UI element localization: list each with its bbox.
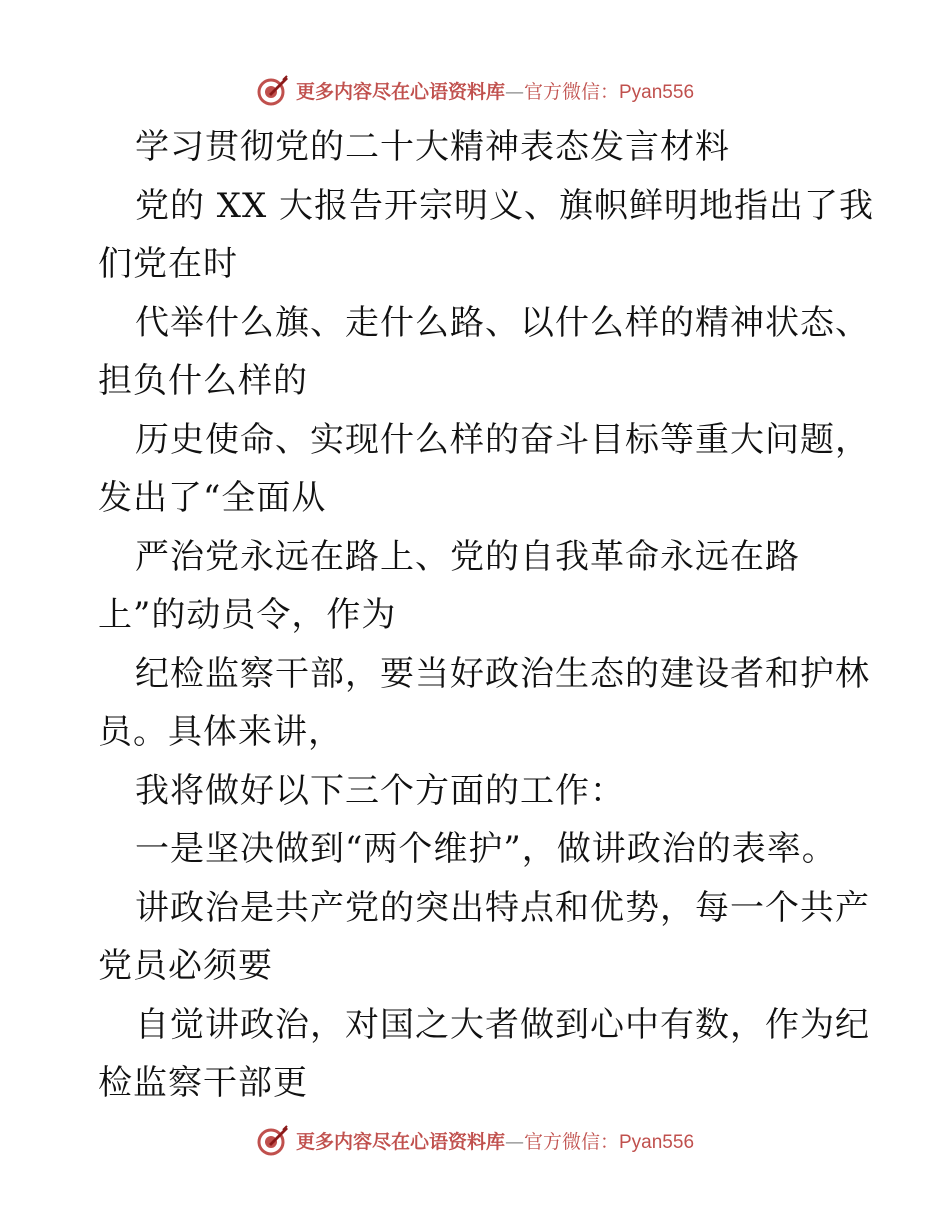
paragraph-line: 党员必须要 bbox=[98, 946, 273, 986]
paragraph-line: 代举什么旗、走什么路、以什么样的精神状态、 bbox=[135, 302, 870, 343]
header-watermark-banner bbox=[0, 70, 950, 110]
footer-watermark-banner bbox=[0, 1120, 950, 1160]
banner-separator: — bbox=[504, 1130, 524, 1153]
paragraph-line: 严治党永远在路上、党的自我革命永远在路 bbox=[135, 536, 800, 577]
banner-wechat-id: Pyan556 bbox=[619, 81, 695, 103]
paragraph-line: 检监察干部更 bbox=[98, 1063, 308, 1103]
banner-wechat-label: 官方微信： bbox=[523, 1130, 619, 1153]
paragraph-line: 上”的动员令，作为 bbox=[98, 595, 397, 635]
banner-title: 更多内容尽在心语资料库 bbox=[295, 1130, 505, 1153]
paragraph-line: 历史使命、实现什么样的奋斗目标等重大问题， bbox=[135, 419, 870, 460]
paragraph-line: 一是坚决做到“两个维护”，做讲政治的表率。 bbox=[135, 829, 837, 869]
banner-wechat-label: 官方微信： bbox=[523, 80, 619, 103]
paragraph-line: 担负什么样的 bbox=[98, 361, 308, 401]
paragraph-line: 学习贯彻党的二十大精神表态发言材料 bbox=[135, 127, 730, 167]
paragraph-line: 党的 XX 大报告开宗明义、旗帜鲜明地指出了我 bbox=[135, 185, 875, 226]
paragraph-line: 讲政治是共产党的突出特点和优势，每一个共产 bbox=[135, 887, 870, 928]
paragraph-line: 发出了“全面从 bbox=[98, 478, 327, 518]
document-body bbox=[98, 118, 878, 1113]
paragraph-line: 自觉讲政治，对国之大者做到心中有数，作为纪 bbox=[135, 1004, 870, 1045]
banner-text bbox=[296, 1127, 694, 1154]
paragraph-line: 我将做好以下三个方面的工作： bbox=[135, 770, 625, 811]
banner-title: 更多内容尽在心语资料库 bbox=[295, 80, 505, 103]
paragraph-line: 们党在时 bbox=[98, 244, 238, 284]
banner-text bbox=[296, 77, 694, 104]
quill-pen-logo-icon bbox=[256, 73, 290, 107]
paragraph-line: 纪检监察干部，要当好政治生态的建设者和护林 bbox=[135, 653, 870, 694]
paragraph-line: 员。具体来讲， bbox=[98, 712, 343, 752]
banner-separator: — bbox=[504, 80, 524, 103]
quill-pen-logo-icon bbox=[256, 1123, 290, 1157]
banner-wechat-id: Pyan556 bbox=[619, 1131, 695, 1153]
